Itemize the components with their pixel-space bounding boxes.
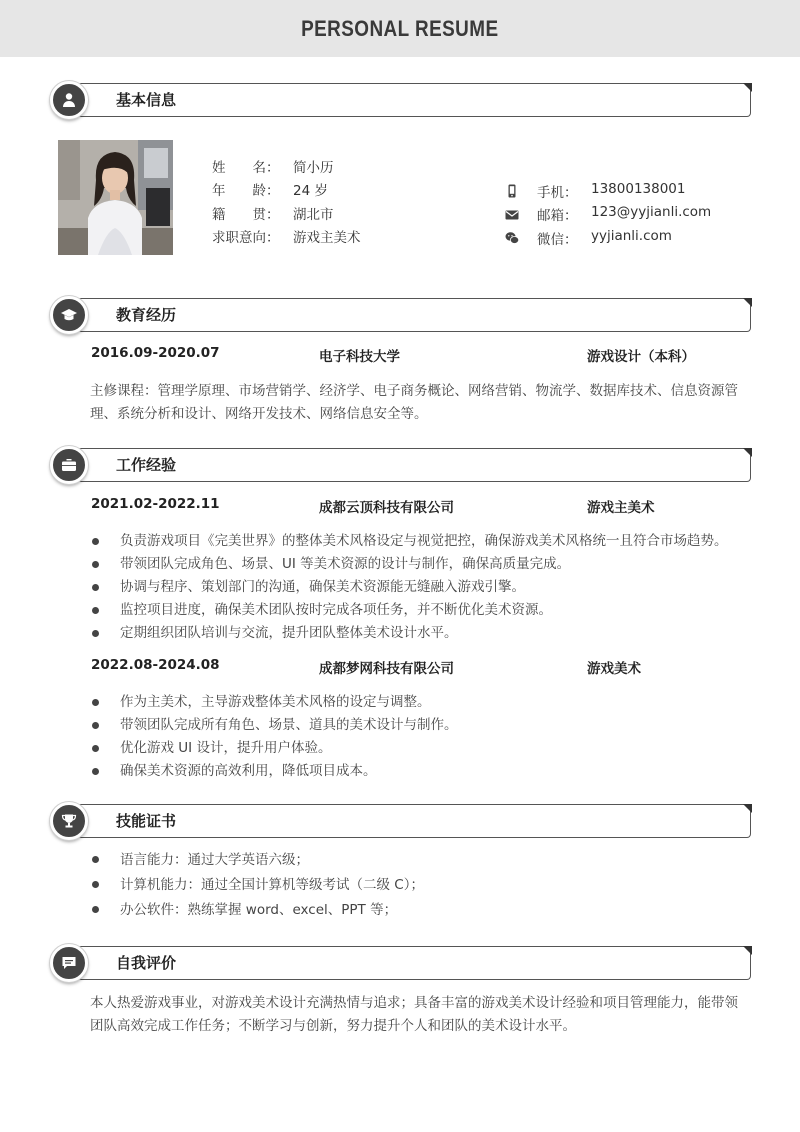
section-header-skills xyxy=(50,802,752,840)
list-item: 优化游戏 UI 设计，提升用户体验。 xyxy=(90,737,750,760)
contact-key-phone: 手机： xyxy=(537,185,578,201)
list-item: 负责游戏项目《完美世界》的整体美术风格设定与视觉把控，确保游戏美术风格统一且符合市场趋势。 xyxy=(90,530,750,553)
comment-icon xyxy=(50,944,88,982)
work-role: 游戏主美术 xyxy=(587,500,655,516)
info-value-name: 简小历 xyxy=(293,160,334,176)
work-company: 成都梦网科技有限公司 xyxy=(319,661,454,677)
contact-value-wechat[interactable]: yyjianli.com xyxy=(591,228,672,244)
work-date: 2021.02-2022.11 xyxy=(91,496,220,512)
work-company: 成都云顶科技有限公司 xyxy=(319,500,454,516)
contact-key-wechat: 微信： xyxy=(537,232,578,248)
contact-value-email[interactable]: 123@yyjianli.com xyxy=(591,204,712,220)
work-role: 游戏美术 xyxy=(587,661,641,677)
info-key-hometown: 籍 贯： xyxy=(212,207,280,223)
list-item: 协调与程序、策划部门的沟通，确保美术资源能无缝融入游戏引擎。 xyxy=(90,576,750,599)
trophy-icon xyxy=(50,802,88,840)
graduation-cap-icon xyxy=(50,296,88,334)
section-header-work xyxy=(50,446,752,484)
info-key-name: 姓 名： xyxy=(212,160,280,176)
wechat-icon xyxy=(505,230,519,244)
skills-list xyxy=(90,848,750,923)
section-title: 技能证书 xyxy=(116,812,177,830)
section-title: 基本信息 xyxy=(116,91,177,109)
section-title: 教育经历 xyxy=(116,306,177,324)
education-date: 2016.09-2020.07 xyxy=(91,345,220,361)
list-item: 办公软件：熟练掌握 word、excel、PPT 等； xyxy=(90,898,750,923)
list-item: 带领团队完成角色、场景、UI 等美术资源的设计与制作，确保高质量完成。 xyxy=(90,553,750,576)
list-item: 作为主美术，主导游戏整体美术风格的设定与调整。 xyxy=(90,691,750,714)
list-item: 计算机能力：通过全国计算机等级考试（二级 C）； xyxy=(90,873,750,898)
section-header-self-evaluation xyxy=(50,944,752,982)
mail-icon xyxy=(505,207,519,221)
top-banner xyxy=(0,0,800,57)
list-item: 带领团队完成所有角色、场景、道具的美术设计与制作。 xyxy=(90,714,750,737)
work-duties-list xyxy=(90,530,750,645)
list-item: 定期组织团队培训与交流，提升团队整体美术设计水平。 xyxy=(90,622,750,645)
info-key-objective: 求职意向： xyxy=(212,230,280,246)
list-item: 语言能力：通过大学英语六级； xyxy=(90,848,750,873)
phone-icon xyxy=(505,183,519,197)
section-title: 自我评价 xyxy=(116,954,177,972)
list-item: 监控项目进度，确保美术团队按时完成各项任务，并不断优化美术资源。 xyxy=(90,599,750,622)
work-date: 2022.08-2024.08 xyxy=(91,657,220,673)
list-item: 确保美术资源的高效利用，降低项目成本。 xyxy=(90,760,750,783)
work-duties-list xyxy=(90,691,750,783)
info-key-age: 年 龄： xyxy=(212,183,280,199)
info-value-objective: 游戏主美术 xyxy=(293,230,361,246)
section-header-education xyxy=(50,296,752,334)
briefcase-icon xyxy=(50,446,88,484)
user-icon xyxy=(50,81,88,119)
section-title: 工作经验 xyxy=(116,456,177,474)
education-school: 电子科技大学 xyxy=(319,349,400,365)
info-value-age: 24 岁 xyxy=(293,183,328,199)
section-header-basic xyxy=(50,81,752,119)
contact-key-email: 邮箱： xyxy=(537,208,578,224)
education-major: 游戏设计（本科） xyxy=(587,349,695,365)
info-value-hometown: 湖北市 xyxy=(293,207,334,223)
profile-photo xyxy=(58,140,173,255)
contact-value-phone[interactable]: 13800138001 xyxy=(591,181,686,197)
education-courses: 主修课程：管理学原理、市场营销学、经济学、电子商务概论、网络营销、物流学、数据库技术、信息资源管理、系统分析和设计、网络开发技术、网络信息安全等。 xyxy=(90,383,738,422)
resume-title: PERSONAL RESUME xyxy=(301,15,499,41)
self-evaluation-text: 本人热爱游戏事业，对游戏美术设计充满热情与追求；具备丰富的游戏美术设计经验和项目管理能力，能带领团队高效完成工作任务；不断学习与创新，努力提升个人和团队的美术设计水平。 xyxy=(90,995,738,1034)
